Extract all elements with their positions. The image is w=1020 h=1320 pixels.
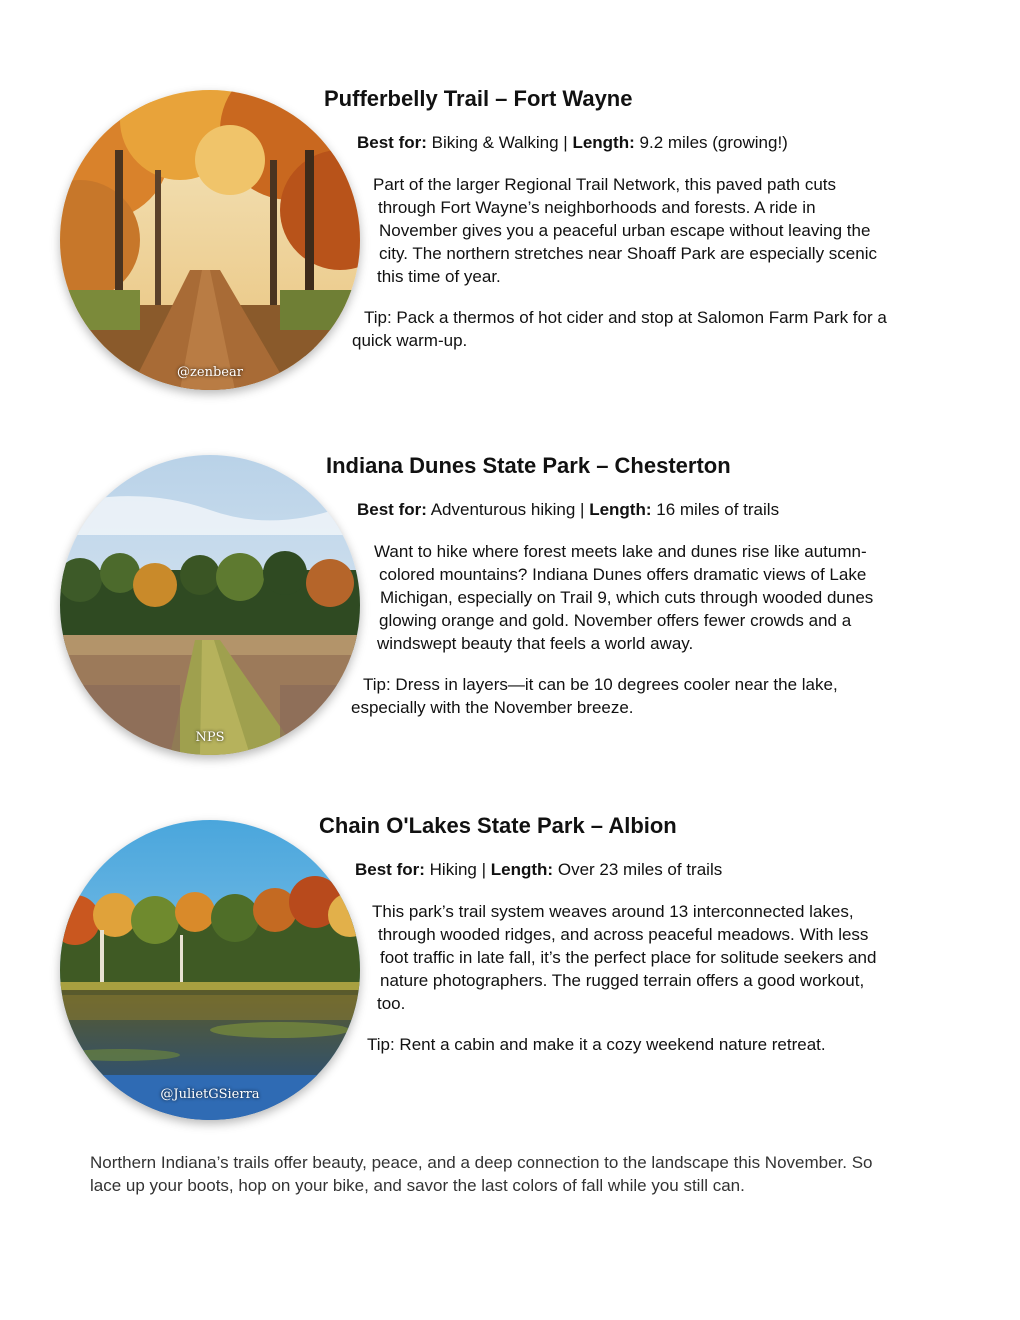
- lake-reflection-image: [60, 820, 360, 1120]
- description-line: This park’s trail system weaves around 13 interconnected lakes,: [372, 902, 854, 921]
- photo-credit: @zenbear: [177, 365, 243, 380]
- length-label: Length:: [589, 500, 652, 519]
- description-line: Part of the larger Regional Trail Network, this paved path cuts: [373, 175, 837, 194]
- trail-description: [373, 173, 877, 288]
- description-line: November gives you a peaceful urban escape without leaving the: [379, 221, 871, 240]
- tip-line: Tip: Rent a cabin and make it a cozy weekend nature retreat.: [367, 1035, 826, 1054]
- best-for-label: Best for:: [357, 500, 427, 519]
- tip-line: quick warm-up.: [352, 331, 468, 350]
- length-label: Length:: [572, 133, 635, 152]
- meta-separator: |: [580, 500, 585, 519]
- closing-line: lace up your boots, hop on your bike, and savor the last colors of fall while you still can.: [90, 1176, 745, 1195]
- best-for-value: Hiking: [429, 860, 477, 879]
- meta-separator: |: [563, 133, 568, 152]
- best-for-label: Best for:: [355, 860, 425, 879]
- trail-title: Chain O'Lakes State Park – Albion: [319, 813, 677, 838]
- pufferbelly-trail-photo: [60, 90, 360, 390]
- autumn-path-image: [60, 90, 360, 390]
- description-line: through wooded ridges, and across peaceful meadows. With less: [378, 925, 869, 944]
- trail-description: [374, 540, 873, 655]
- trail-meta: [357, 133, 788, 153]
- description-line: nature photographers. The rugged terrain offers a good workout,: [380, 971, 865, 990]
- trail-title: Pufferbelly Trail – Fort Wayne: [324, 86, 633, 111]
- closing-paragraph: [90, 1151, 970, 1197]
- meta-separator: |: [481, 860, 487, 879]
- meadow-path-image: [60, 455, 360, 755]
- best-for-label: Best for:: [357, 133, 427, 152]
- tip-line: Tip: Dress in layers—it can be 10 degrees cooler near the lake,: [363, 675, 838, 694]
- trail-title: Indiana Dunes State Park – Chesterton: [326, 453, 731, 478]
- trail-meta: [357, 500, 779, 520]
- trail-tip: [367, 1033, 826, 1056]
- trail-tip: [352, 306, 887, 352]
- closing-line: Northern Indiana’s trails offer beauty, peace, and a deep connection to the landscape this November. So: [90, 1153, 873, 1172]
- best-for-value: Adventurous hiking: [430, 500, 576, 519]
- description-line: too.: [377, 994, 406, 1013]
- description-line: Want to hike where forest meets lake and dunes rise like autumn-: [374, 542, 867, 561]
- best-for-value: Biking & Walking: [431, 133, 559, 152]
- description-line: city. The northern stretches near Shoaff Park are especially scenic: [379, 244, 877, 263]
- length-label: Length:: [490, 860, 554, 879]
- length-value: 9.2 miles (growing!): [639, 133, 788, 152]
- description-line: foot traffic in late fall, it’s the perfect place for solitude seekers and: [380, 948, 877, 967]
- description-line: through Fort Wayne’s neighborhoods and forests. A ride in: [378, 198, 816, 217]
- length-value: 16 miles of trails: [656, 500, 780, 519]
- trail-description: [372, 900, 876, 1015]
- description-line: Michigan, especially on Trail 9, which cuts through wooded dunes: [380, 588, 874, 607]
- photo-credit: @JulietGSierra: [160, 1087, 260, 1102]
- indiana-dunes-photo: [60, 455, 360, 755]
- photo-credit: NPS: [195, 730, 225, 745]
- description-line: glowing orange and gold. November offers fewer crowds and a: [379, 611, 852, 630]
- tip-line: especially with the November breeze.: [351, 698, 634, 717]
- length-value: Over 23 miles of trails: [557, 860, 723, 879]
- description-line: this time of year.: [377, 267, 501, 286]
- description-line: colored mountains? Indiana Dunes offers dramatic views of Lake: [379, 565, 867, 584]
- description-line: windswept beauty that feels a world away.: [377, 634, 694, 653]
- chain-olakes-photo: [60, 820, 360, 1120]
- trail-tip: [351, 673, 838, 719]
- trail-meta: [355, 860, 722, 880]
- tip-line: Tip: Pack a thermos of hot cider and stop at Salomon Farm Park for a: [364, 308, 887, 327]
